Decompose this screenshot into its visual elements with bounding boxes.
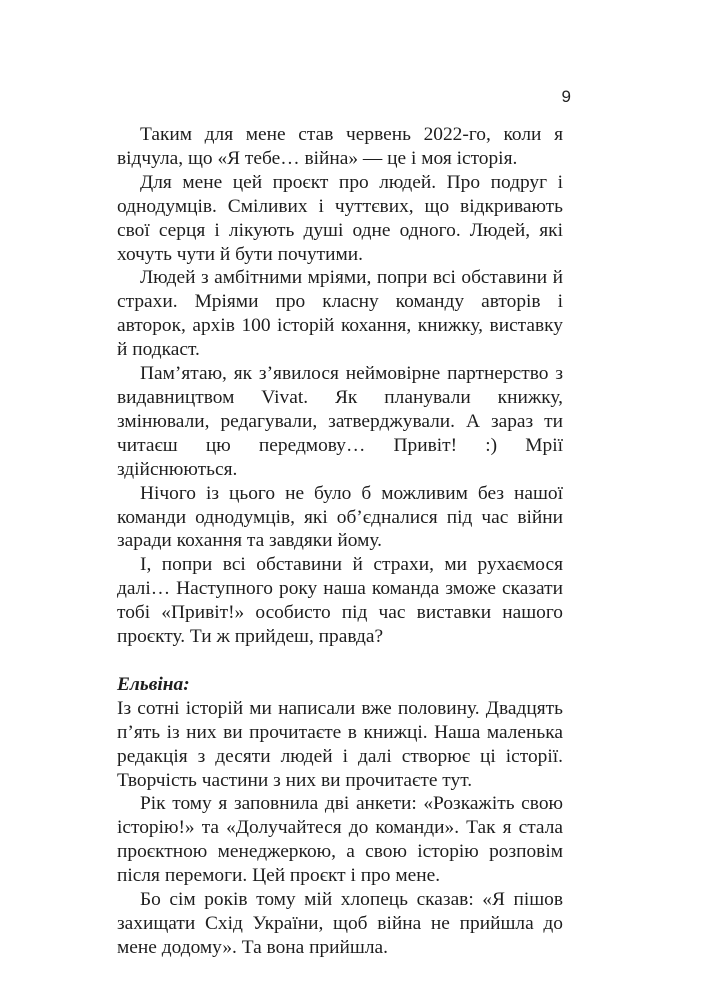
paragraph: Для мене цей проєкт про людей. Про подруг і однодумців. Сміливих і чуттєвих, що відкривають свої серця і лікують душі одне одного. Людей, які хочуть чути й бути почутими.	[117, 171, 563, 265]
paragraph: Бо сім років тому мій хлопець сказав: «Я пішов захищати Схід України, щоб війна не прийшла до мене додому». Та вона прийшла.	[117, 889, 563, 958]
section-heading: Ельвіна:	[117, 673, 190, 695]
paragraph: Таким для мене став червень 2022-го, коли я відчула, що «Я тебе… війна» — це і моя історія.	[117, 124, 563, 169]
paragraph: Людей з амбітними мріями, попри всі обставини й страхи. Мріями про класну команду авторів і авторок, архів 100 історій кохання, книжку, виставку й подкаст.	[117, 267, 563, 361]
page-text	[117, 123, 563, 960]
paragraph: Пам’ятаю, як з’явилося неймовірне партнерство з видавництвом Vivat. Як планували книжку, змінювали, редагували, затверджували. А зараз ти читаєш цю передмову… Привіт! :) Мрії здійснюються.	[117, 363, 563, 480]
paragraph: Нічого із цього не було б можливим без нашої команди однодумців, які об’єдналися під час війни заради кохання та завдяки йому.	[117, 482, 563, 552]
page-number: 9	[561, 87, 571, 106]
paragraph: І, попри всі обставини й страхи, ми рухаємося далі… Наступного року наша команда зможе сказати тобі «Привіт!» особисто під час виставки нашого проєкту. Ти ж прийдеш, правда?	[117, 554, 563, 648]
section-gap	[117, 649, 563, 673]
paragraph: Рік тому я заповнила дві анкети: «Розкажіть свою історію!» та «Долучайтеся до команди». Так я стала проєктною менеджеркою, а свою історію розповім після перемоги. Цей проєкт і про мене.	[117, 793, 563, 887]
paragraph: Із сотні історій ми написали вже половину. Двадцять п’ять із них ви прочитаєте в книжці. Наша маленька редакція з десяти людей і далі створює ці історії. Творчість частини з них ви прочитаєте тут.	[117, 697, 563, 791]
